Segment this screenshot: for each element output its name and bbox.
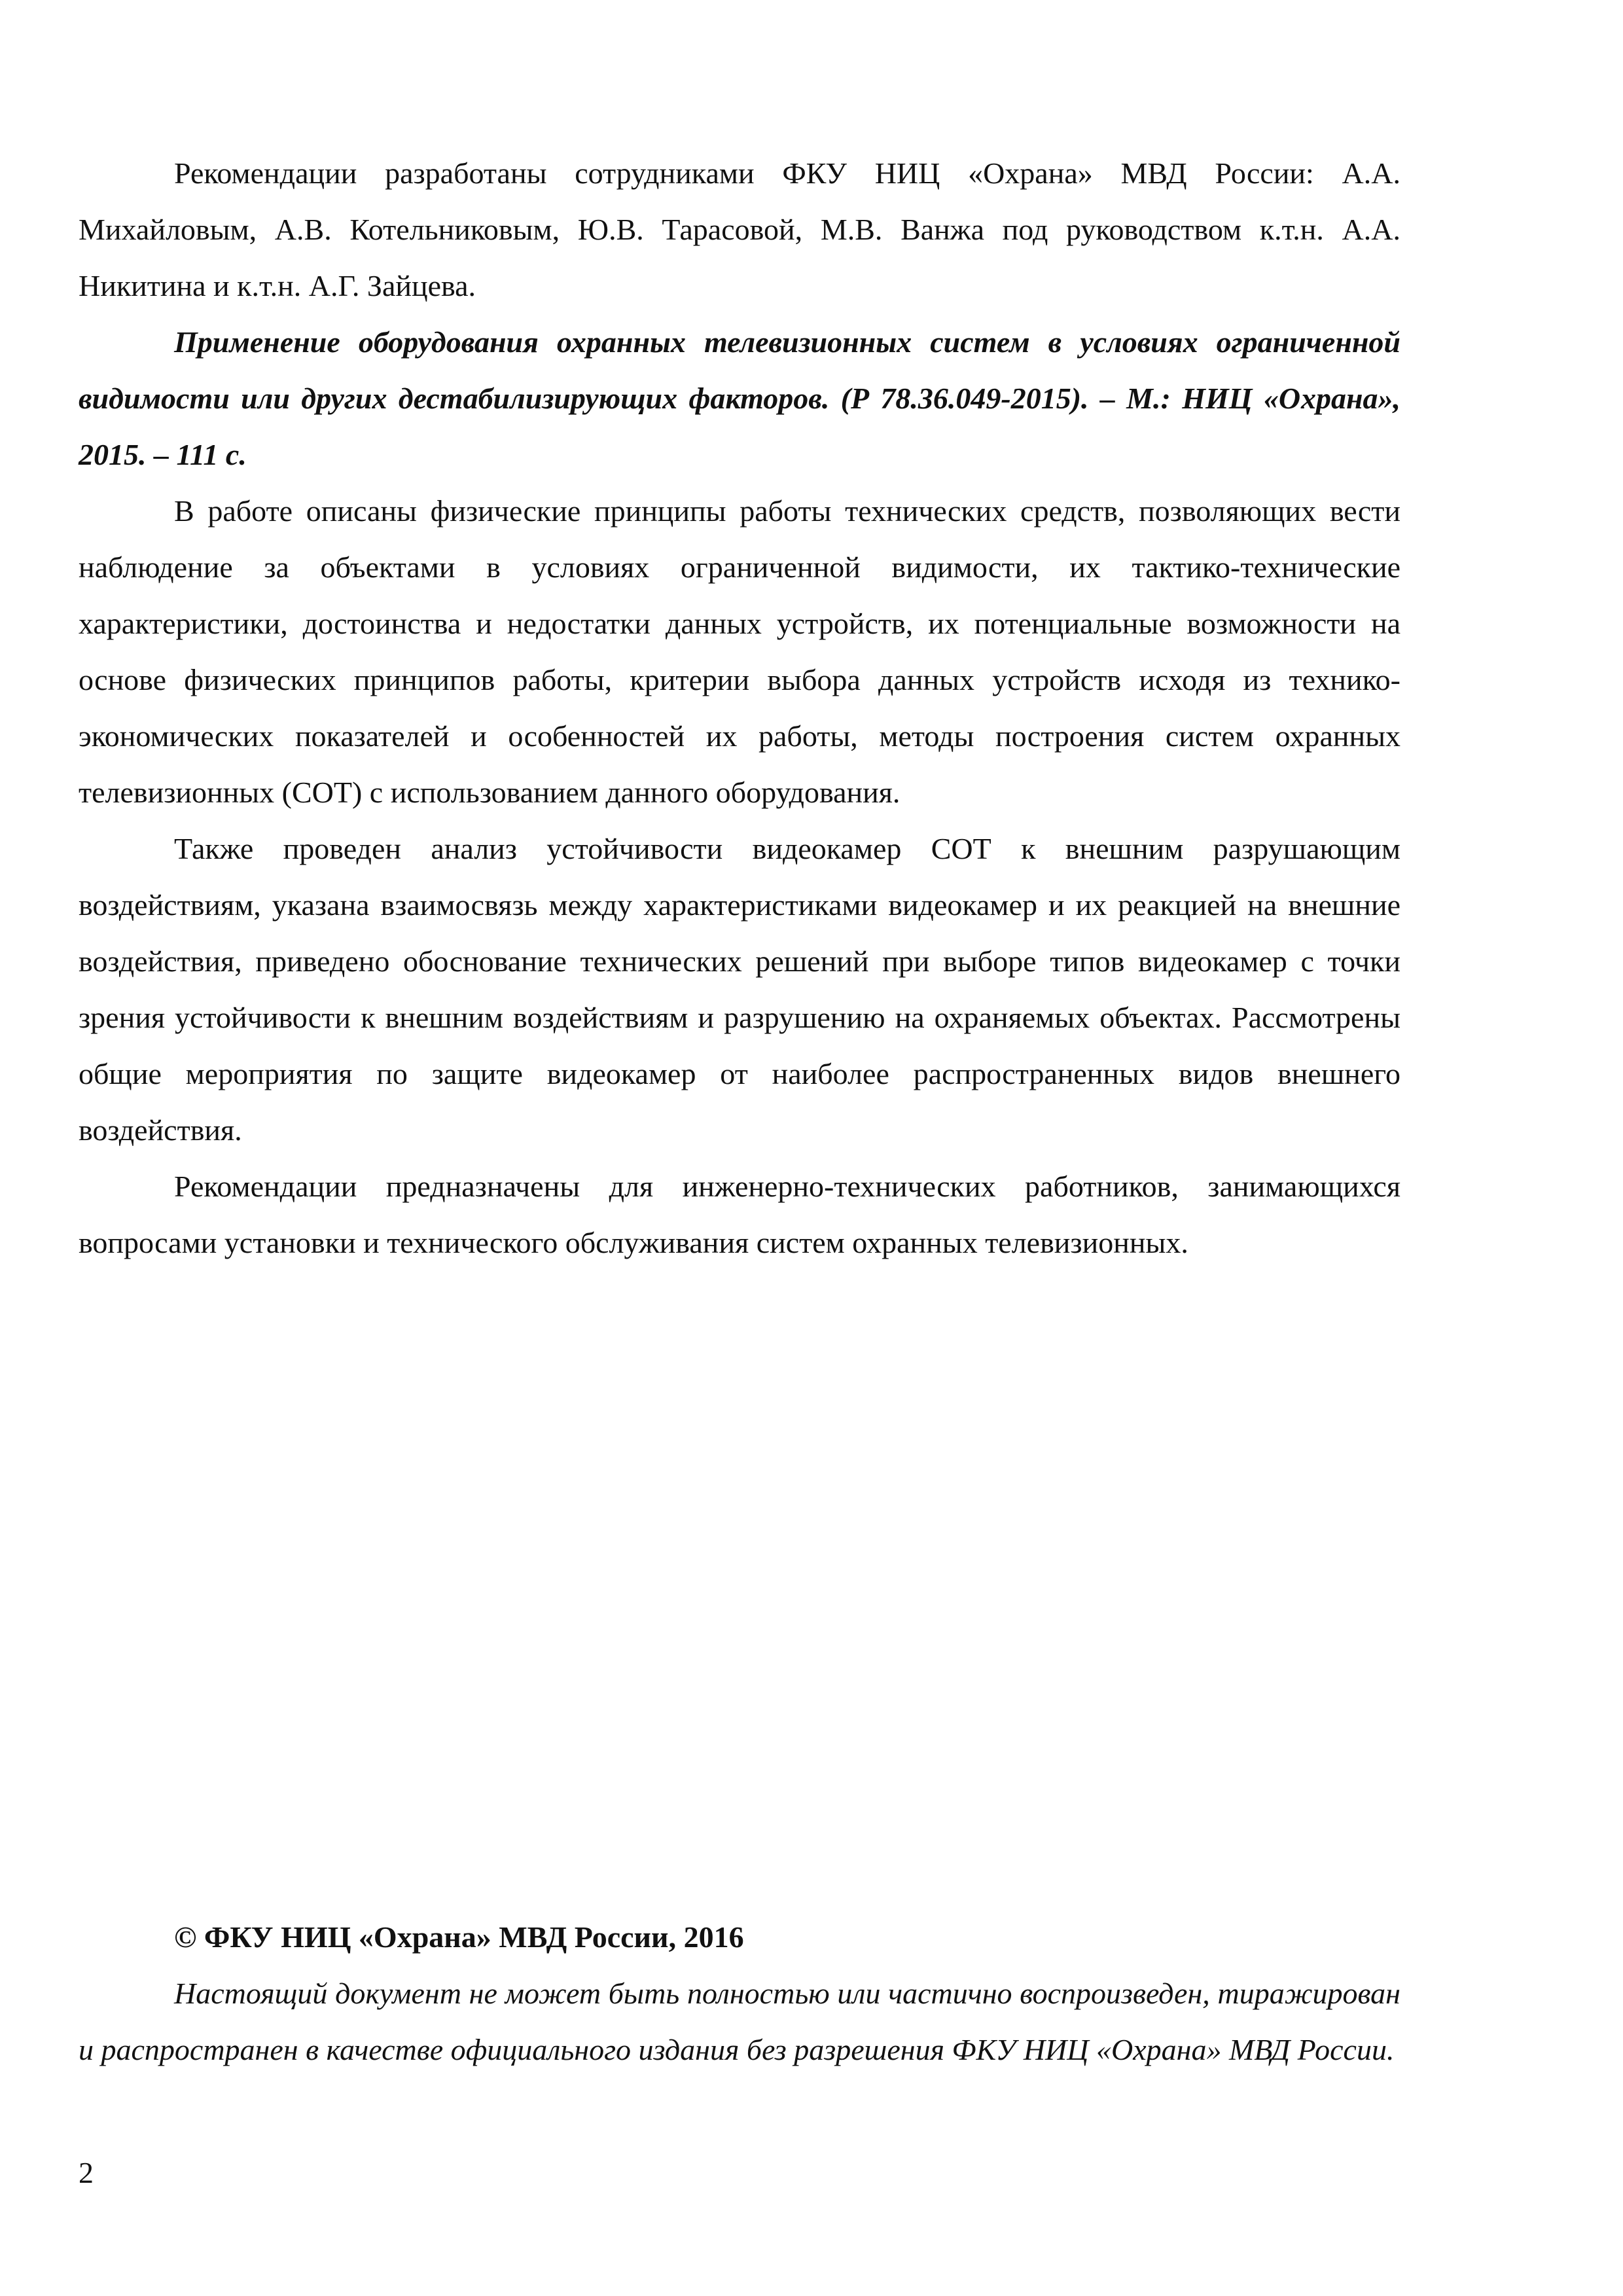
- audience-paragraph: Рекомендации предназначены для инженерно-технических работников, занимающихся вопросами установки и технического обслуживания систем охранных телевизионных.: [79, 1170, 1400, 1259]
- description-paragraph: В работе описаны физические принципы работы технических средств, позволяющих вести наблюдение за объектами в условиях ограниченной видимости, их тактико-технические характеристики, достоинства и недостатки данных устройств, их потенциальные возможности на основе физических принципов работы, критерии выбора данных устройств исходя из технико-экономических показателей и особенностей их работы, методы построения систем охранных телевизионных (СОТ) с использованием данного оборудования.: [79, 494, 1400, 809]
- copyright-notice: Настоящий документ не может быть полностью или частично воспроизведен, тиражирован и распространен в качестве официального издания без разрешения ФКУ НИЦ «Охрана» МВД России.: [79, 1977, 1400, 2066]
- copyright-block: [79, 1909, 1400, 2078]
- page-number: 2: [79, 2156, 94, 2189]
- analysis-paragraph: Также проведен анализ устойчивости видеокамер СОТ к внешним разрушающим воздействиям, указана взаимосвязь между характеристиками видеокамер и их реакцией на внешние воздействия, приведено обоснование технических решений при выборе типов видеокамер с точки зрения устойчивости к внешним воздействиям и разрушению на охраняемых объектах. Рассмотрены общие мероприятия по защите видеокамер от наиболее распространенных видов внешнего воздействия.: [79, 832, 1400, 1147]
- authors-paragraph: Рекомендации разработаны сотрудниками ФКУ НИЦ «Охрана» МВД России: А.А. Михайловым, А.В. Котельниковым, Ю.В. Тарасовой, М.В. Ванжа под руководством к.т.н. А.А. Никитина и к.т.н. А.Г. Зайцева.: [79, 156, 1400, 302]
- copyright-line: © ФКУ НИЦ «Охрана» МВД России, 2016: [174, 1920, 744, 1954]
- main-text: [79, 145, 1400, 1271]
- bibliographic-reference: Применение оборудования охранных телевизионных систем в условиях ограниченной видимости или других дестабилизирующих факторов. (Р 78.36.049-2015). – М.: НИЦ «Охрана», 2015. – 111 с.: [79, 325, 1400, 471]
